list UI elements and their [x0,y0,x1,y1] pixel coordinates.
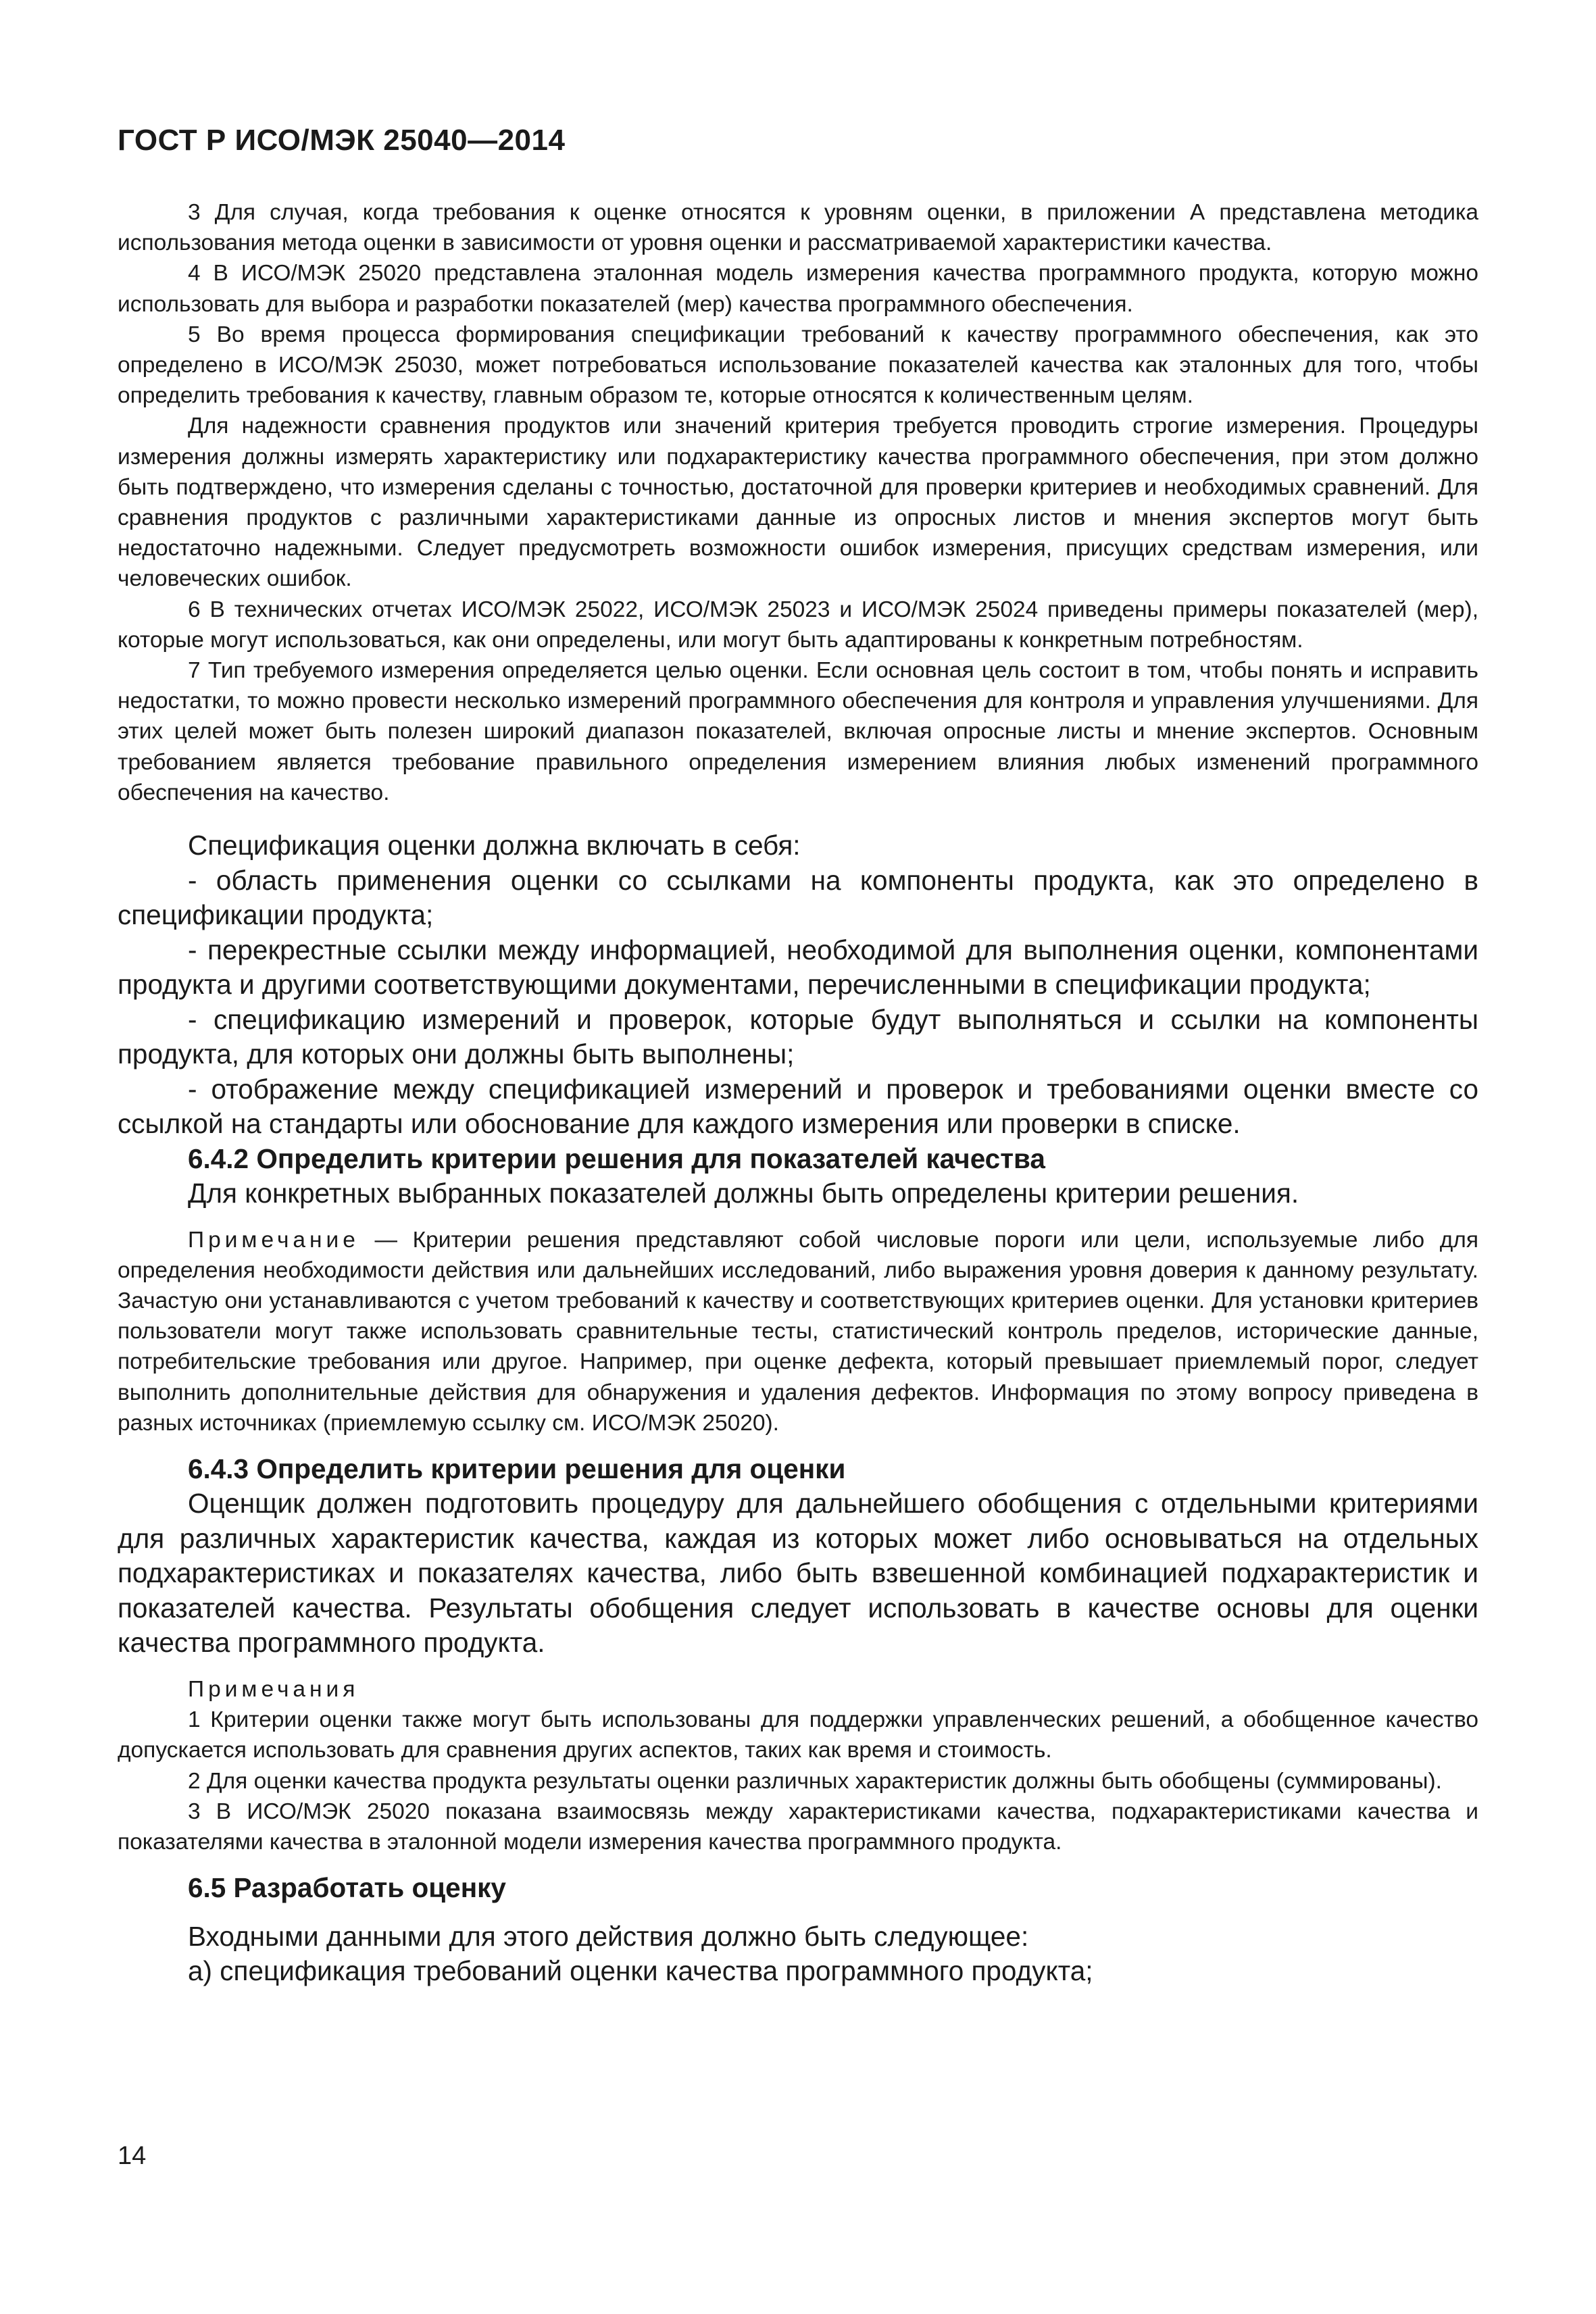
page-number: 14 [118,2142,147,2170]
notes-label: Примечания [188,1676,359,1702]
list-item-a: а) спецификация требований оценки качества программного продукта; [188,1955,1093,1987]
note-item: 3 В ИСО/МЭК 25020 показана взаимосвязь между характеристиками качества, подхарактеристиками качества и показателями качества в эталонной модели измерения качества программного продукта. [118,1799,1478,1855]
note-3: 3 Для случая, когда требования к оценке относятся к уровням оценки, в приложении А представлена методика использования метода оценки в зависимости от уровня оценки и рассматриваемой характеристики качества. [118,200,1478,256]
spec-item: - область применения оценки со ссылками на компоненты продукта, как это определено в спецификации продукта; [118,864,1478,931]
note-7: 7 Тип требуемого измерения определяется целью оценки. Если основная цель состоит в том, чтобы понять и исправить недостатки, то можно провести несколько измерений программного обеспечения для контроля и управления улучшениями. Для этих целей может быть полезен широкий диапазон показателей, включая опросные листы и мнение экспертов. Основным требованием является требование правильного определения измерением влияния любых изменений программного обеспечения на качество. [118,658,1478,805]
note-6-4-2 [118,1225,1478,1438]
note-item: 2 Для оценки качества продукта результаты оценки различных характеристик должны быть обобщены (суммированы). [188,1768,1442,1794]
spec-item: - спецификацию измерений и проверок, которые будут выполняться и ссылки на компоненты продукта, для которых они должны быть выполнены; [118,1003,1478,1070]
section-text-6-4-3: Оценщик должен подготовить процедуру для дальнейшего обобщения с отдельными критериями для различных характеристик качества, каждая из которых может либо основываться на отдельных подхарактеристиках и показателях качества, либо быть взвешенной комбинацией подхарактеристик и показателей качества. Результаты обобщения следует использовать в качестве основы для оценки качества программного продукта. [118,1488,1478,1659]
note-text: — Критерии решения представляют собой числовые пороги или цели, используемые либо для определения необходимости действия или дальнейших исследований, либо выражения уровня доверия к данному результату. Зачастую они устанавливаются с учетом требований к качеству и соответствующих критериев оценки. Для установки критериев пользователи могут также использовать сравнительные тесты, статистический контроль пределов, исторические данные, потребительские требования или другое. Например, при оценке дефекта, который превышает приемлемый порог, следует выполнить дополнительные действия для обнаружения и удаления дефектов. Информация по этому вопросу приведена в разных источниках (приемлемую ссылку см. ИСО/МЭК 25020). [118,1227,1478,1436]
section-heading-6-4-2: 6.4.2 Определить критерии решения для показателей качества [188,1142,1045,1174]
section-text-6-4-2: Для конкретных выбранных показателей должны быть определены критерии решения. [188,1178,1299,1209]
note-label: Примечание [188,1227,359,1253]
note-item: 1 Критерии оценки также могут быть использованы для поддержки управленческих решений, а обобщенное качество допускается использовать для сравнения других аспектов, таких как время и стоимость. [118,1707,1478,1763]
document-header: ГОСТ Р ИСО/МЭК 25040—2014 [118,124,566,157]
spec-item: - перекрестные ссылки между информацией, необходимой для выполнения оценки, компонентами продукта и другими соответствующими документами, перечисленными в спецификации продукта; [118,934,1478,1001]
note-5-continued: Для надежности сравнения продуктов или значений критерия требуется проводить строгие измерения. Процедуры измерения должны измерять характеристику или подхарактеристику качества программного обеспечения, при этом должно быть подтверждено, что измерения сделаны с точностью, достаточной для проверки критериев и необходимых сравнений. Для сравнения продуктов с различными характеристиками данные из опросных листов и мнения экспертов могут быть недостаточно надежными. Следует предусмотреть возможности ошибок измерения, присущих средствам измерения, или человеческих ошибок. [118,413,1478,592]
spec-intro: Спецификация оценки должна включать в себя: [188,830,801,861]
section-text-6-5: Входными данными для этого действия должно быть следующее: [188,1920,1029,1952]
note-6: 6 В технических отчетах ИСО/МЭК 25022, ИСО/МЭК 25023 и ИСО/МЭК 25024 приведены примеры показателей (мер), которые могут использоваться, как они определены, или могут быть адаптированы к конкретным потребностям. [118,597,1478,653]
note-5: 5 Во время процесса формирования спецификации требований к качеству программного обеспечения, как это определено в ИСО/МЭК 25030, может потребоваться использование показателей качества как эталонных для того, чтобы определить требования к качеству, главным образом те, которые относятся к количественным целям. [118,322,1478,409]
note-4: 4 В ИСО/МЭК 25020 представлена эталонная модель измерения качества программного продукта, которую можно использовать для выбора и разработки показателей (мер) качества программного обеспечения. [118,261,1478,317]
section-heading-6-4-3: 6.4.3 Определить критерии решения для оценки [188,1453,846,1484]
spec-item: - отображение между спецификацией измерений и проверок и требованиями оценки вместе со ссылкой на стандарты или обоснование для каждого измерения или проверки в списке. [118,1073,1478,1140]
page-content [118,197,1478,1989]
section-heading-6-5: 6.5 Разработать оценку [188,1872,506,1904]
